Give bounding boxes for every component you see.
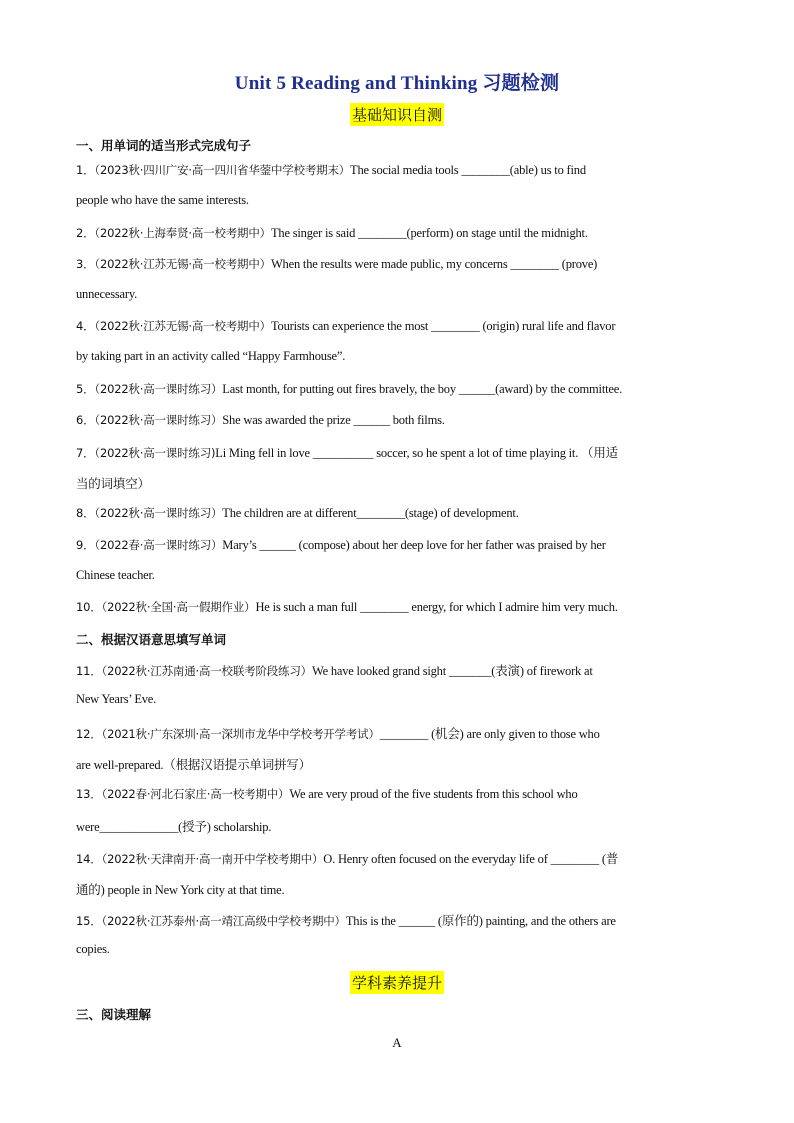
question-11 bbox=[76, 661, 721, 679]
question-text: The singer is said ________(perform) on stage until the midnight. bbox=[270, 226, 588, 240]
question-source: 15．（2022秋·江苏泰州·高一靖江高级中学校考期中） bbox=[76, 914, 346, 928]
question-9 bbox=[76, 537, 721, 553]
question-13-continued: were_____________(授予) scholarship. bbox=[76, 820, 272, 834]
question-source: 6．（2022秋·高一课时练习） bbox=[76, 413, 223, 427]
question-11-continued: New Years’ Eve. bbox=[76, 692, 157, 706]
question-15-continued: copies. bbox=[76, 942, 110, 956]
question-source: 10．（2022秋·全国·高一假期作业） bbox=[76, 600, 256, 614]
question-text: ________ (机会) are only given to those who bbox=[379, 727, 600, 741]
question-14 bbox=[76, 849, 721, 867]
question-9-continued: Chinese teacher. bbox=[76, 568, 155, 582]
passage-label: A bbox=[392, 1035, 402, 1050]
question-source: 1．（2023秋·四川广安·高一四川省华蓥中学校考期末） bbox=[76, 163, 351, 177]
question-source: 9．（2022春·高一课时练习） bbox=[76, 538, 223, 552]
question-3-continued: unnecessary. bbox=[76, 287, 137, 301]
question-text: We have looked grand sight _______(表演) of firework at bbox=[311, 664, 593, 678]
question-source: 7．（2022秋·高一课时练习) bbox=[76, 446, 216, 460]
question-source: 5．（2022秋·高一课时练习） bbox=[76, 382, 223, 396]
question-text: The social media tools ________(able) us to find bbox=[350, 163, 586, 177]
question-12-continued: are well-prepared.（根据汉语提示单词拼写） bbox=[76, 758, 311, 772]
question-12 bbox=[76, 724, 721, 742]
banner-subject-literacy bbox=[0, 971, 794, 994]
question-source: 2．（2022秋·上海奉贤·高一校考期中） bbox=[76, 226, 271, 240]
question-text: Tourists can experience the most ________ (origin) rural life and flavor bbox=[270, 319, 616, 333]
question-source: 3．（2022秋·江苏无锡·高一校考期中） bbox=[76, 257, 271, 271]
question-source: 4．（2022秋·江苏无锡·高一校考期中） bbox=[76, 319, 271, 333]
question-text: O. Henry often focused on the everyday life of ________ (普 bbox=[323, 852, 619, 866]
question-15 bbox=[76, 911, 721, 929]
question-text: Li Ming fell in love __________ soccer, so he spent a lot of time playing it. （用适 bbox=[215, 446, 618, 460]
question-7 bbox=[76, 443, 721, 461]
section-heading-1: 一、用单词的适当形式完成句子 bbox=[76, 138, 252, 153]
banner-label: 学科素养提升 bbox=[350, 971, 444, 994]
question-source: 14．（2022秋·天津南开·高一南开中学校考期中） bbox=[76, 852, 324, 866]
question-14-continued: 通的) people in New York city at that time. bbox=[76, 883, 285, 897]
section-heading-3: 三、阅读理解 bbox=[76, 1007, 152, 1022]
question-1-continued: people who have the same interests. bbox=[76, 193, 249, 207]
question-source: 12．（2021秋·广东深圳·高一深圳市龙华中学校考开学考试） bbox=[76, 727, 380, 741]
question-text: Mary’s ______ (compose) about her deep love for her father was praised by her bbox=[222, 538, 606, 552]
page-title: Unit 5 Reading and Thinking 习题检测 bbox=[234, 73, 560, 94]
section-heading-2: 二、根据汉语意思填写单词 bbox=[76, 632, 227, 647]
question-text: We are very proud of the five students from this school who bbox=[289, 787, 578, 801]
question-text: This is the ______ (原作的) painting, and the others are bbox=[345, 914, 616, 928]
question-7-continued: 当的词填空） bbox=[76, 477, 150, 491]
question-text: The children are at different________(stage) of development. bbox=[222, 506, 519, 520]
question-text: He is such a man full ________ energy, for which I admire him very much. bbox=[255, 600, 618, 614]
question-5 bbox=[76, 381, 721, 397]
question-source: 11．（2022秋·江苏南通·高一校联考阶段练习） bbox=[76, 664, 312, 678]
question-source: 13．（2022春·河北石家庄·高一校考期中） bbox=[76, 787, 290, 801]
question-text: When the results were made public, my concerns ________ (prove) bbox=[270, 257, 598, 271]
question-1 bbox=[76, 162, 721, 178]
question-8 bbox=[76, 505, 721, 521]
question-text: Last month, for putting out fires bravely, the boy ______(award) by the committee. bbox=[222, 382, 622, 396]
question-source: 8．（2022秋·高一课时练习） bbox=[76, 506, 223, 520]
banner-label: 基础知识自测 bbox=[350, 103, 444, 126]
question-text: She was awarded the prize ______ both films. bbox=[222, 413, 445, 427]
question-2 bbox=[76, 225, 721, 241]
question-10 bbox=[76, 599, 721, 615]
question-4-continued: by taking part in an activity called “Happy Farmhouse”. bbox=[76, 349, 346, 363]
question-3 bbox=[76, 256, 721, 272]
banner-basic-knowledge bbox=[0, 103, 794, 126]
question-4 bbox=[76, 318, 721, 334]
question-13 bbox=[76, 786, 721, 802]
question-6 bbox=[76, 412, 721, 428]
